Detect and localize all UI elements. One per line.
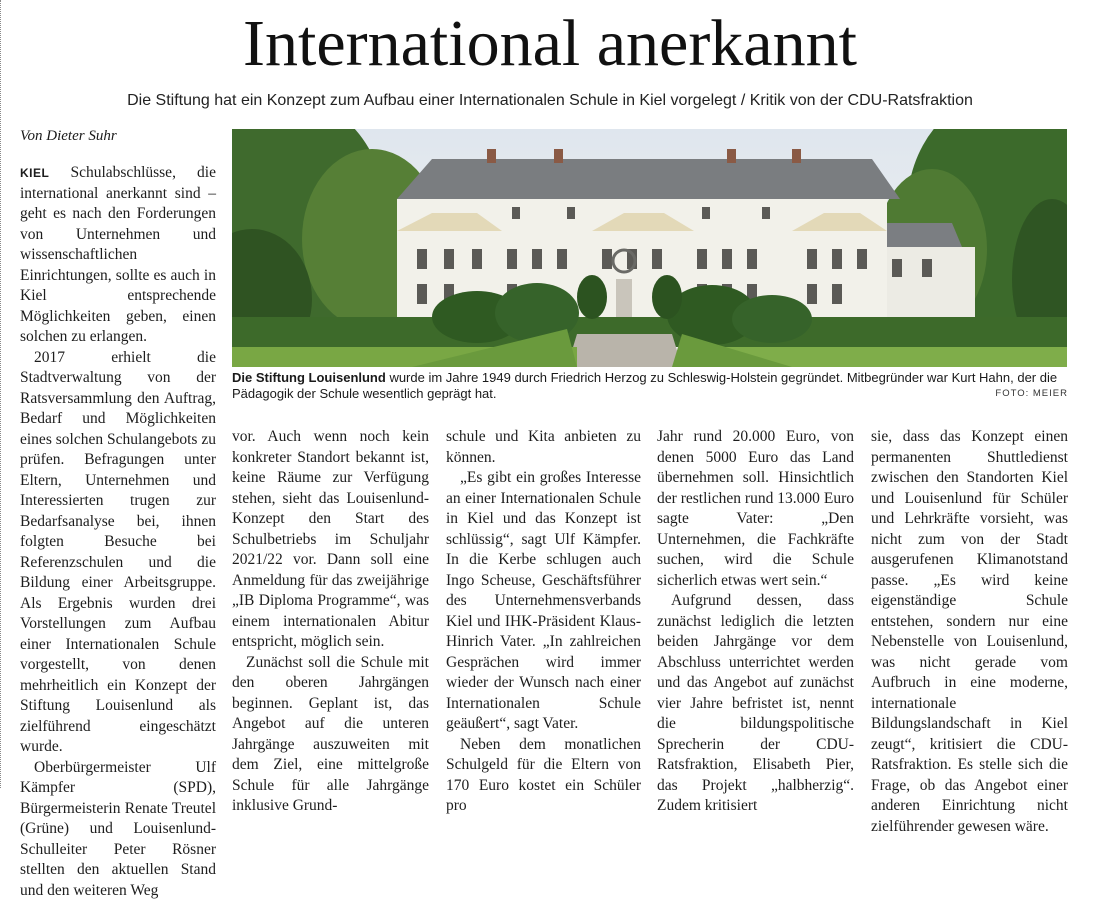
paragraph [20,163,216,348]
paragraph: „Es gibt ein großes Interesse an einer Internationalen Schule in Kiel und das Konzept ist schlüssig“, sagt Ulf Kämpfer. In die Kerbe schlugen auch Ingo Scheuse, Geschäftsführer des Unternehmensverbands Kiel und IHK-Präsident Klaus-Hinrich Vater. „In zahlreichen Gesprächen wird immer wieder der Wunsch nach einer Internationalen Schule geäußert“, sagt Vater. [446,468,641,735]
paragraph: Zunächst soll die Schule mit den oberen Jahrgängen beginnen. Geplant ist, das Angebot auf die unteren Jahrgänge auszuweiten mit dem Ziel, eine mittelgroße Schule für alle Jahrgänge inklusive Grund- [232,653,429,817]
paragraph: Neben dem monatlichen Schulgeld für die Eltern von 170 Euro kostet ein Schüler pro [446,735,641,817]
article-column-3 [446,427,641,817]
dateline: KIEL [20,166,49,180]
manor-house-image [232,129,1067,367]
headline: International anerkannt [0,4,1100,84]
paragraph: vor. Auch wenn noch kein konkreter Standort bekannt ist, keine Räume zur Verfügung stehen, sieht das Louisenlund-Konzept den Start des Schulbetriebs im Schuljahr 2021/22 vor. Dann soll eine Anmeldung für das zweijährige „IB Diploma Programme“, was einem internationalen Abitur entspricht, möglich sein. [232,427,429,653]
byline: Von Dieter Suhr [20,127,117,145]
article-column-2 [232,427,429,817]
paragraph: Oberbürgermeister Ulf Kämpfer (SPD), Bürgermeisterin Renate Treutel (Grüne) und Louisenlund-Schulleiter Peter Rösner stellten den aktuellen Stand und den weiteren Weg [20,758,216,901]
paragraph: Aufgrund dessen, dass zunächst lediglich die letzten beiden Jahrgänge vor dem Abschluss unterrichtet werden und das Angebot auf zunächst vier Jahre befristet ist, nennt die bildungspolitische Sprecherin der CDU-Ratsfraktion, Elisabeth Pier, das Projekt „halbherzig“. Zudem kritisiert [657,591,854,817]
caption-text: wurde im Jahre 1949 durch Friedrich Herzog zu Schleswig-Holstein gegründet. Mitbegründer war Kurt Hahn, der die Pädagogik der Schule wesentlich geprägt hat. [232,370,1057,401]
paragraph: 2017 erhielt die Stadtverwaltung von der Ratsversammlung den Auftrag, Bedarf und Möglichkeiten eines solchen Schulangebots zu prüfen. Befragungen unter Eltern, Unternehmen und Interessierten trugen zur Bedarfsanalyse bei, ihnen folgten Besuche bei Referenzschulen und die Bildung einer Arbeitsgruppe. Als Ergebnis wurden drei Vorstellungen zum Aufbau einer Internationalen Schule vorgestellt, von denen mehrheitlich ein Konzept der Stiftung Louisenlund als zielführend eingeschätzt wurde. [20,348,216,758]
caption-lead: Die Stiftung Louisenlund [232,370,386,385]
article-column-5 [871,427,1068,837]
paragraph-text: Schulabschlüsse, die international anerkannt sind – geht es nach den Forderungen von Unternehmen und wissenschaftlichen Einrichtungen, sollte es auch in Kiel entsprechende Möglichkeiten geben, einen solchen zu erlangen. [20,164,216,345]
cut-line [0,0,2,788]
photo-credit: FOTO: MEIER [995,388,1068,399]
louisenlund-photo [232,129,1067,367]
article-column-4 [657,427,854,817]
paragraph: sie, dass das Konzept einen permanenten Shuttledienst zwischen den Standorten Kiel und Louisenlund für Schüler und Lehrkräfte vorsieht, was nicht zum von der Stadt ausgerufenen Klimanotstand passe. „Es wird keine eigenständige Schule entstehen, sondern nur eine Nebenstelle von Louisenlund, was nicht gerade vom Aufbruch in eine moderne, internationale Bildungslandschaft in Kiel zeugt“, kritisiert die CDU-Ratsfraktion. Es stelle sich die Frage, ob das Angebot einer anderen Einrichtung nicht zielführender gewesen wäre. [871,427,1068,837]
subheadline: Die Stiftung hat ein Konzept zum Aufbau einer Internationalen Schule in Kiel vorgelegt / Kritik von der CDU-Ratsfraktion [0,91,1100,111]
paragraph: Jahr rund 20.000 Euro, von denen 5000 Euro das Land übernehmen soll. Hinsichtlich der restlichen rund 13.000 Euro sagte Vater: „Den Unternehmen, die Fachkräfte suchen, wird die Schule sicherlich etwas wert sein.“ [657,427,854,591]
photo-caption [232,370,1068,402]
article-column-1 [20,163,216,901]
paragraph: schule und Kita anbieten zu können. [446,427,641,468]
